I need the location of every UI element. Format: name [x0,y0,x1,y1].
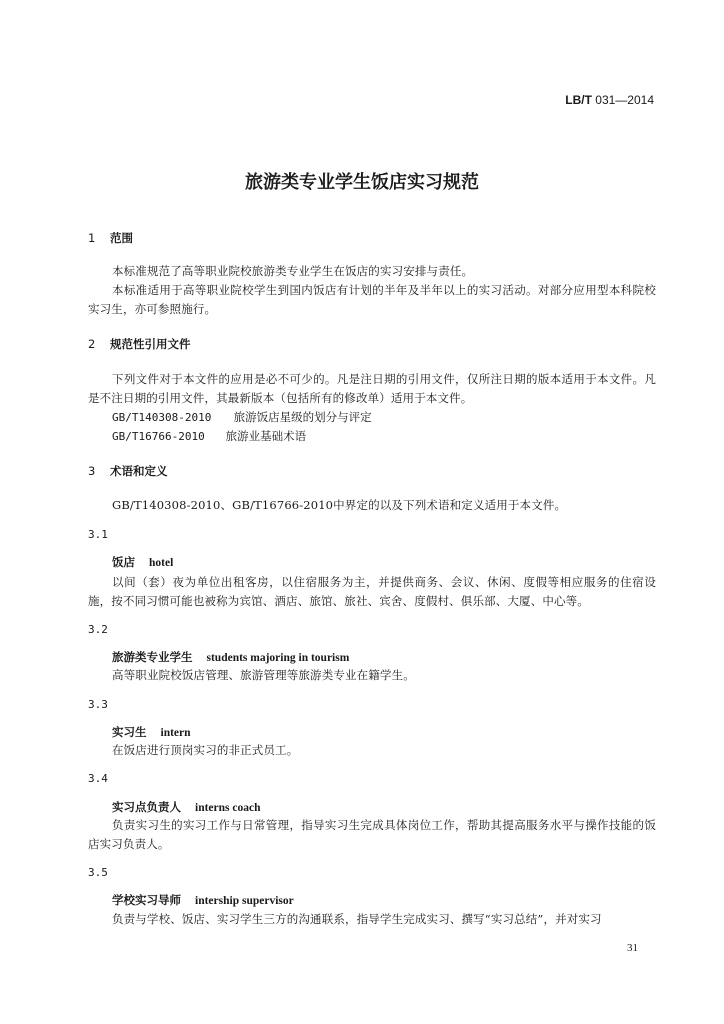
section-title: 范围 [110,231,134,245]
section-title: 术语和定义 [110,464,168,478]
paragraph: 下列文件对于本文件的应用是必不可少的。凡是注日期的引用文件，仅所注日期的版本适用于本文件。凡是不注日期的引用文件，其最新版本（包括所有的修改单）适用于本文件。 [88,372,656,405]
section-1-heading [88,230,133,246]
subsection-number: 3.3 [88,698,108,711]
section-3-heading [88,463,168,479]
term-definition: 负责与学校、饭店、实习学生三方的沟通联系，指导学生完成实习、撰写“实习总结”，并对实习 [112,912,602,926]
standard-prefix: LB/T [565,93,592,107]
term-definition: 高等职业院校饭店管理、旅游管理等旅游类专业在籍学生。 [112,668,415,682]
paragraph: GB/T140308-2010、GB/T16766-2010中界定的以及下列术语和定义适用于本文件。 [112,498,567,512]
term-definition: 负责实习生的实习工作与日常管理，指导实习生完成具体岗位工作，帮助其提高服务水平与操作技能的饭店实习负责人。 [88,818,656,851]
reference-code: GB/T140308-2010 [112,411,212,424]
term-heading [112,892,294,908]
document-title: 旅游类专业学生饭店实习规范 [245,172,479,193]
paragraph: 本标准规范了高等职业院校旅游类专业学生在饭店的实习安排与责任。 [112,264,474,278]
paragraph: 本标准适用于高等职业院校学生到国内饭店有计划的半年及半年以上的实习活动。对部分应用型本科院校实习生，亦可参照施行。 [88,283,656,316]
reference-title: 旅游饭店星级的划分与评定 [233,410,372,424]
reference-title: 旅游业基础术语 [225,429,307,443]
section-number: 3 [88,464,96,478]
section-title: 规范性引用文件 [110,337,191,351]
term-zh: 学校实习导师 [112,893,181,907]
subsection-number: 3.2 [88,623,108,636]
term-en: intern [160,727,191,739]
term-heading [112,799,260,815]
subsection-number: 3.5 [88,866,108,879]
reference-code: GB/T16766-2010 [112,430,205,443]
standard-number: 031—2014 [595,93,654,107]
reference-item [112,428,306,444]
term-en: students majoring in tourism [206,652,350,664]
term-heading [112,724,191,740]
reference-item [112,409,372,425]
term-zh: 实习生 [112,725,147,739]
term-definition: 以间（套）夜为单位出租客房，以住宿服务为主，并提供商务、会议、休闲、度假等相应服务的住宿设施，按不同习惯可能也被称为宾馆、酒店、旅馆、旅社、宾舍、度假村、俱乐部、大厦、中心等。 [88,575,656,608]
term-zh: 饭店 [112,555,135,569]
subsection-number: 3.1 [88,528,108,541]
section-2-heading [88,336,191,352]
term-heading [112,554,173,570]
section-number: 2 [88,337,96,351]
section-number: 1 [88,231,96,245]
term-heading [112,649,349,665]
standard-id [565,93,654,107]
term-en: intership supervisor [195,895,294,907]
page-number: 31 [627,942,638,954]
term-zh: 旅游类专业学生 [112,650,193,664]
subsection-number: 3.4 [88,772,108,785]
term-definition: 在饭店进行顶岗实习的非正式员工。 [112,743,299,757]
term-en: hotel [149,557,174,569]
term-en: interns coach [195,802,261,814]
term-zh: 实习点负责人 [112,800,181,814]
